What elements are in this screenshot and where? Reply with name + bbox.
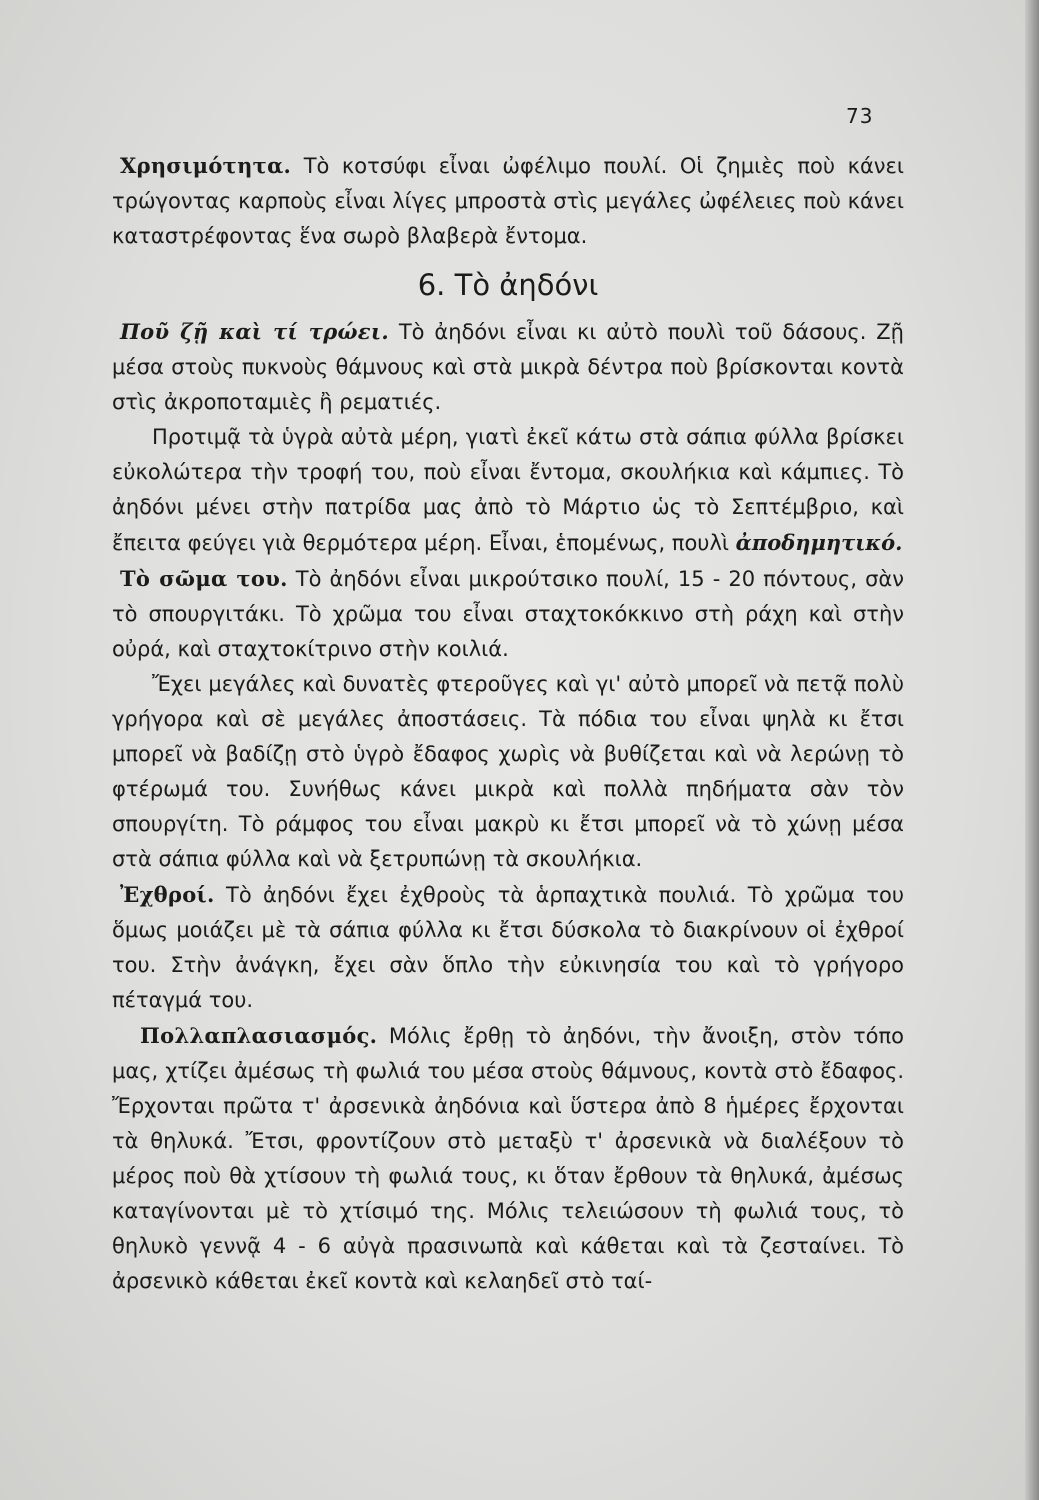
paragraph-enemies	[112, 877, 904, 1018]
paragraph-text: Τὸ ἀηδόνι εἶναι κι αὐτὸ πουλὶ τοῦ δάσους. Ζῇ μέσα στοὺς πυκνοὺς θάμνους καὶ στὰ μικρὰ δέντρα ποὺ βρίσκονται κοντὰ στὶς ἀκροποταμιὲς ἢ ρεματιές.	[112, 320, 904, 414]
paragraph-text: Προτιμᾷ τὰ ὑγρὰ αὐτὰ μέρη, γιατὶ ἐκεῖ κάτω στὰ σάπια φύλλα βρίσκει εὐκολώτερα τὴν τροφή του, ποὺ εἶναι ἔντομα, σκουλήκια καὶ κάμπιες. Τὸ ἀηδόνι μένει στὴν πατρίδα μας ἀπὸ τὸ Μάρτιο ὡς τὸ Σεπτέμβριο, καὶ ἔπειτα φεύγει γιὰ θερμότερα μέρη. Εἶναι, ἑπομένως, πουλὶ	[112, 425, 904, 555]
section-title: 6. Τὸ ἀηδόνι	[417, 268, 599, 302]
paragraph-text: Τὸ ἀηδόνι ἔχει ἐχθροὺς τὰ ἁρπαχτικὰ πουλιά. Τὸ χρῶμα του ὅμως μοιάζει μὲ τὰ σάπια φύλλα κι ἔτσι δύσκολα τὸ διακρίνουν οἱ ἐχθροί του. Στὴν ἀνάγκη, ἔχει σὰν ὅπλο τὴν εὐκινησία του καὶ τὸ γρήγορο πέταγμά του.	[112, 883, 904, 1012]
page-number: 73	[846, 104, 874, 128]
paragraph-text: Μόλις ἔρθῃ τὸ ἀηδόνι, τὴν ἄνοιξη, στὸν τόπο μας, χτίζει ἀμέσως τὴ φωλιά του μέσα στοὺς θάμνους, κοντὰ στὸ ἔδαφος. Ἔρχονται πρῶτα τ' ἀρσενικὰ ἀηδόνια καὶ ὕστερα ἀπὸ 8 ἡμέρες ἔρχονται τὰ θηλυκά. Ἔτσι, φροντίζουν στὸ μεταξὺ τ' ἀρσενικὰ νὰ διαλέξουν τὸ μέρος ποὺ θὰ χτίσουν τὴ φωλιά τους, κι ὅταν ἔρθουν τὰ θηλυκά, ἀμέσως καταγίνονται μὲ τὸ χτίσιμό της. Μόλις τελειώσουν τὴ φωλιά τους, τὸ θηλυκὸ γεννᾷ 4 - 6 αὐγὰ πρασινωπὰ καὶ κάθεται καὶ τὰ ζεσταίνει. Τὸ ἀρσενικὸ κάθεται ἐκεῖ κοντὰ καὶ κελαηδεῖ στὸ ταί-	[112, 1024, 904, 1293]
paragraph-reproduction	[112, 1018, 904, 1299]
paragraph-text: Ἔχει μεγάλες καὶ δυνατὲς φτεροῦγες καὶ γι' αὐτὸ μπορεῖ νὰ πετᾷ πολὺ γρήγορα καὶ σὲ μεγάλες ἀποστάσεις. Τὰ πόδια του εἶναι ψηλὰ κι ἔτσι μπορεῖ νὰ βαδίζῃ στὸ ὑγρὸ ἔδαφος χωρὶς νὰ βυθίζεται καὶ νὰ λερώνῃ τὸ φτέρωμά του. Συνήθως κάνει μικρὰ καὶ πολλὰ πηδήματα σὰν τὸν σπουργίτη. Τὸ ράμφος του εἶναι μακρὺ κι ἔτσι μπορεῖ νὰ τὸ χώνῃ μέσα στὰ σάπια φύλλα καὶ νὰ ξετρυπώνῃ τὰ σκουλήκια.	[112, 672, 904, 871]
paragraph-text: Τὸ κοτσύφι εἶναι ὠφέλιμο πουλί. Οἱ ζημιὲς ποὺ κάνει τρώγοντας καρποὺς εἶναι λίγες μπροστὰ στὶς μεγάλες ὠφέλειες ποὺ κάνει καταστρέφοντας ἕνα σωρὸ βλαβερὰ ἔντομα.	[112, 154, 904, 248]
page-text	[112, 148, 904, 1299]
paragraph-habitat	[112, 314, 904, 420]
term-migratory: ἀποδημητικό.	[735, 530, 903, 555]
paragraph-heading: Χρησιμότητα.	[120, 153, 292, 178]
paragraph-heading: Ποῦ ζῇ καὶ τί τρώει.	[120, 319, 389, 344]
page-edge	[1025, 0, 1039, 1500]
paragraph-body-continued	[112, 667, 904, 877]
paragraph-heading: Τὸ σῶμα του.	[120, 566, 288, 591]
paragraph-body	[112, 561, 904, 667]
paragraph-heading: Πολλαπλασιασμός.	[140, 1023, 378, 1048]
paragraph-usefulness	[112, 148, 904, 254]
paragraph-text: Τὸ ἀηδόνι εἶναι μικρούτσικο πουλί, 15 - 20 πόντους, σὰν τὸ σπουργιτάκι. Τὸ χρῶμα του εἶναι σταχτοκόκκινο στὴ ράχη καὶ στὴν οὐρά, καὶ σταχτοκίτρινο στὴν κοιλιά.	[112, 567, 904, 661]
paragraph-habitat-continued	[112, 420, 904, 561]
paragraph-heading: Ἐχθροί.	[120, 882, 215, 907]
